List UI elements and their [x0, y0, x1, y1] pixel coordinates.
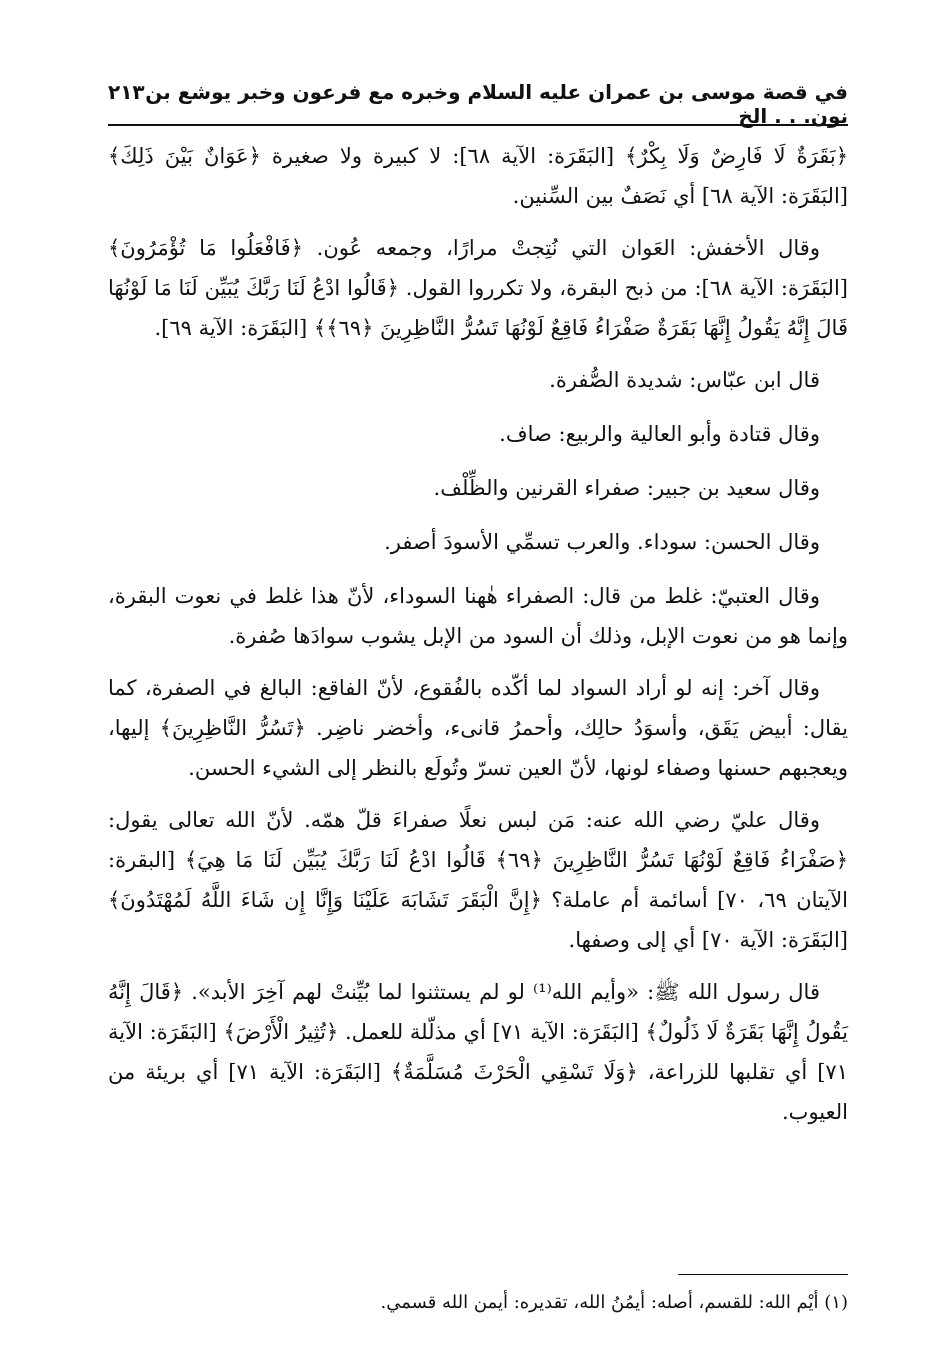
paragraph: وقال الحسن: سوداء. والعرب تسمِّي الأسودَ أصفر. [384, 530, 820, 554]
header-divider [108, 124, 848, 126]
footnote: (١) أيْم الله: للقسم، أصله: أيمُنُ الله، تقديره: أيمن الله قسمي. [380, 1292, 848, 1313]
paragraph: وقال آخر: إنه لو أراد السواد لما أكّده بالفُقوع، لأنّ الفاقع: البالغ في الصفرة، كما يقال: أبيض يَقَق، وأسوَدُ حالِك، وأحمرُ قانىء، وأخضر ناضِر. ﴿تَسُرُّ النَّاظِرِينَ﴾ إليها، ويعجبهم حسنها وصفاء لونها، لأنّ العين تسرّ وتُولَع بالنظر إلى الشيء الحسن. [108, 676, 848, 780]
paragraph: وقال عليّ رضي الله عنه: مَن لبس نعلًا صفراءَ قلّ همّه. لأنّ الله تعالى يقول: ﴿صَفْرَاءُ فَاقِعٌ لَوْنُهَا تَسُرُّ النَّاظِرِينَ ﴿٦٩﴾ قَالُوا ادْعُ لَنَا رَبَّكَ يُبَيِّن لَنَا مَا هِيَ﴾ [البقرة: الآيتان ٦٩، ٧٠] أسائمة أم عاملة؟ ﴿إِنَّ الْبَقَرَ تَشَابَهَ عَلَيْنَا وَإِنَّا إِن شَاءَ اللَّهُ لَمُهْتَدُونَ﴾ [البَقَرَة: الآية ٧٠] أي إلى وصفها. [108, 808, 849, 952]
paragraph: وقال العتبيّ: غلط من قال: الصفراء هٰهنا السوداء، لأنّ هذا غلط في نعوت البقرة، وإنما هو من نعوت الإبل، وذلك أن السود من الإبل يشوب سوادَها صُفرة. [108, 584, 848, 648]
footnote-divider [678, 1274, 848, 1275]
paragraph: قال ابن عبّاس: شديدة الصُّفرة. [549, 368, 820, 392]
header-title: في قصة موسى بن عمران عليه السلام وخبره مع فرعون وخبر يوشع بن نون. . . الخ [145, 80, 848, 128]
paragraph: وقال سعيد بن جبير: صفراء القرنين والظِّلْف. [433, 476, 820, 500]
paragraph: وقال قتادة وأبو العالية والربيع: صاف. [499, 422, 820, 446]
page-number: ٢١٣ [108, 80, 145, 104]
main-text [108, 136, 848, 1144]
paragraph: قال رسول الله ﷺ: «وأيم الله⁽¹⁾ لو لم يستثنوا لما بُيِّنتْ لهم آخِرَ الأبد». ﴿قَالَ إِنَّهُ يَقُولُ إِنَّهَا بَقَرَةٌ لَا ذَلُولٌ﴾ [البَقَرَة: الآية ٧١] أي مذلّلة للعمل. ﴿تُثِيرُ الْأَرْضَ﴾ [البَقَرَة: الآية ٧١] أي تقلبها للزراعة، ﴿وَلَا تَسْقِي الْحَرْثَ مُسَلَّمَةٌ﴾ [البَقَرَة: الآية ٧١] أي بريئة من العيوب. [108, 980, 849, 1124]
paragraph: ﴿بَقَرَةٌ لَا فَارِضٌ وَلَا بِكْرٌ﴾ [البَقَرَة: الآية ٦٨]: لا كبيرة ولا صغيرة ﴿عَوَانٌ بَيْنَ ذَلِكَ﴾ [البَقَرَة: الآية ٦٨] أي نَصَفٌ بين السِّنين. [108, 144, 848, 208]
running-header [108, 80, 848, 128]
paragraph: وقال الأخفش: العَوان التي نُتِجتْ مرارًا، وجمعه عُون. ﴿فَافْعَلُوا مَا تُؤْمَرُونَ﴾ [البَقَرَة: الآية ٦٨]: من ذبح البقرة، ولا تكرروا القول. ﴿قَالُوا ادْعُ لَنَا رَبَّكَ يُبَيِّن لَنَا مَا لَوْنُهَا قَالَ إِنَّهُ يَقُولُ إِنَّهَا بَقَرَةٌ صَفْرَاءُ فَاقِعٌ لَوْنُهَا تَسُرُّ النَّاظِرِينَ ﴿٦٩﴾﴾ [البَقَرَة: الآية ٦٩]. [108, 236, 848, 340]
